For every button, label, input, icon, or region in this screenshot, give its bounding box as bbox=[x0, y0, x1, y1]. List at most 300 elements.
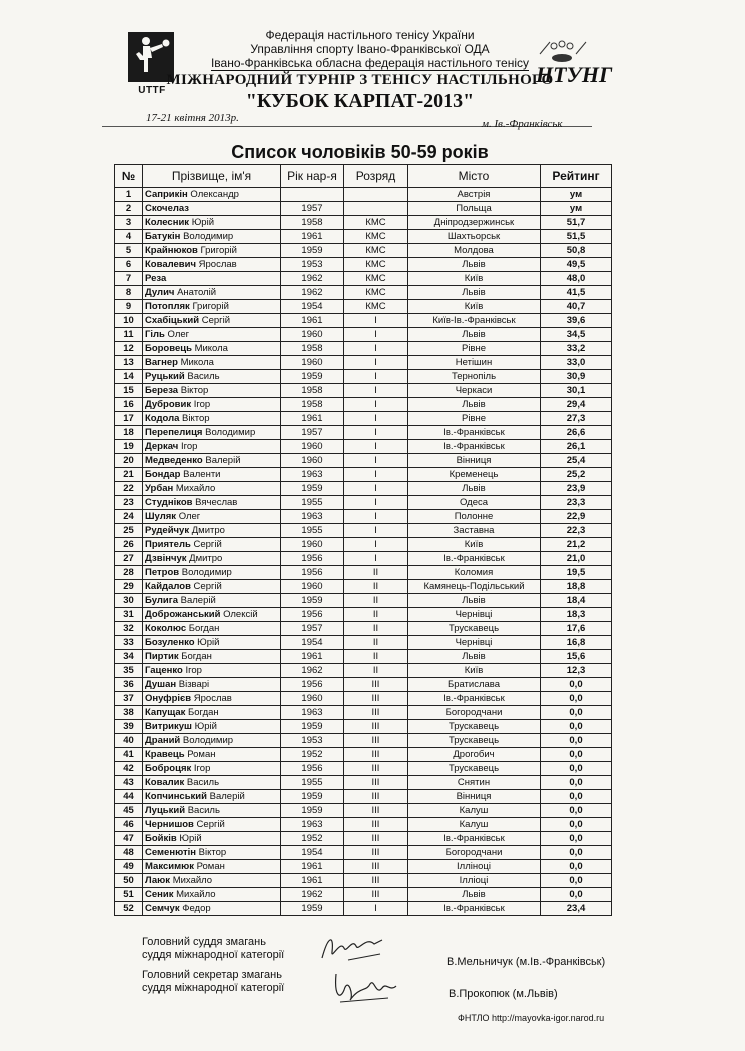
uttf-caption: UTTF bbox=[138, 85, 166, 96]
birth-year: 1961 bbox=[281, 314, 344, 328]
row-number: 51 bbox=[115, 888, 143, 902]
table-row bbox=[115, 258, 612, 272]
table-row bbox=[115, 188, 612, 202]
player-city: Київ-Ів.-Франківськ bbox=[408, 314, 541, 328]
website-link[interactable]: ФНТЛО http://mayovka-igor.narod.ru bbox=[458, 1013, 605, 1023]
birth-year: 1952 bbox=[281, 832, 344, 846]
player-rating: 25,2 bbox=[541, 468, 612, 482]
sport-rank: I bbox=[344, 342, 408, 356]
player-rating: 25,4 bbox=[541, 454, 612, 468]
player-name bbox=[143, 580, 281, 594]
sport-rank: I bbox=[344, 440, 408, 454]
player-city: Шахтьорськ bbox=[408, 230, 541, 244]
player-name bbox=[143, 482, 281, 496]
player-rating: 18,3 bbox=[541, 608, 612, 622]
birth-year: 1956 bbox=[281, 566, 344, 580]
player-first-name: Валерій bbox=[180, 595, 216, 606]
player-name bbox=[143, 188, 281, 202]
player-surname: Витрикуш bbox=[145, 721, 192, 732]
player-rating: 0,0 bbox=[541, 678, 612, 692]
row-number: 44 bbox=[115, 790, 143, 804]
player-name bbox=[143, 818, 281, 832]
table-row bbox=[115, 412, 612, 426]
player-name bbox=[143, 342, 281, 356]
player-surname: Кайдалов bbox=[145, 581, 191, 592]
birth-year: 1958 bbox=[281, 216, 344, 230]
player-first-name: Юрій bbox=[191, 217, 215, 228]
player-first-name: Олег bbox=[167, 329, 190, 340]
regional-federation-text: Івано-Франківська обласна федерація настільного тенісу bbox=[210, 56, 530, 70]
sport-rank: III bbox=[344, 692, 408, 706]
player-name bbox=[143, 272, 281, 286]
player-rating: 51,5 bbox=[541, 230, 612, 244]
sport-rank: I bbox=[344, 412, 408, 426]
player-city: Нетішин bbox=[408, 356, 541, 370]
player-city: Львів bbox=[408, 258, 541, 272]
sport-rank: КМС bbox=[344, 272, 408, 286]
player-surname: Пиртик bbox=[145, 651, 179, 662]
player-name bbox=[143, 664, 281, 678]
player-rating: 18,8 bbox=[541, 580, 612, 594]
birth-year: 1955 bbox=[281, 524, 344, 538]
birth-year: 1959 bbox=[281, 720, 344, 734]
player-surname: Копчинський bbox=[145, 791, 207, 802]
player-first-name: Анатолій bbox=[177, 287, 217, 298]
row-number: 12 bbox=[115, 342, 143, 356]
player-first-name: Богдан bbox=[188, 707, 219, 718]
sport-rank: I bbox=[344, 482, 408, 496]
sport-rank: КМС bbox=[344, 286, 408, 300]
player-first-name: Валерій bbox=[205, 455, 241, 466]
sport-rank: III bbox=[344, 678, 408, 692]
player-city: Ів.-Франківськ bbox=[408, 832, 541, 846]
player-city: Чернівці bbox=[408, 636, 541, 650]
player-surname: Семенютін bbox=[145, 847, 196, 858]
row-number: 18 bbox=[115, 426, 143, 440]
row-number: 41 bbox=[115, 748, 143, 762]
row-number: 29 bbox=[115, 580, 143, 594]
player-first-name: Віктор bbox=[198, 847, 227, 858]
row-number: 52 bbox=[115, 902, 143, 916]
player-first-name: Олег bbox=[178, 511, 201, 522]
birth-year: 1962 bbox=[281, 286, 344, 300]
player-surname: Кодола bbox=[145, 413, 180, 424]
player-city: Рівне bbox=[408, 412, 541, 426]
table-row bbox=[115, 510, 612, 524]
row-number: 6 bbox=[115, 258, 143, 272]
player-name bbox=[143, 874, 281, 888]
player-rating: 51,7 bbox=[541, 216, 612, 230]
row-number: 16 bbox=[115, 398, 143, 412]
player-surname: Сеник bbox=[145, 889, 174, 900]
player-rating: 0,0 bbox=[541, 832, 612, 846]
player-name bbox=[143, 370, 281, 384]
player-first-name: Дмитро bbox=[191, 525, 225, 536]
player-rating: 27,3 bbox=[541, 412, 612, 426]
player-city: Трускавець bbox=[408, 720, 541, 734]
player-rating: 0,0 bbox=[541, 888, 612, 902]
player-city: Калуш bbox=[408, 804, 541, 818]
player-rating: 26,1 bbox=[541, 440, 612, 454]
player-name bbox=[143, 216, 281, 230]
birth-year: 1955 bbox=[281, 776, 344, 790]
player-name bbox=[143, 706, 281, 720]
table-row bbox=[115, 888, 612, 902]
player-name bbox=[143, 244, 281, 258]
player-city: Львів bbox=[408, 650, 541, 664]
table-row bbox=[115, 216, 612, 230]
row-number: 45 bbox=[115, 804, 143, 818]
table-row bbox=[115, 230, 612, 244]
sport-rank: КМС bbox=[344, 300, 408, 314]
federation-line: Федерація настільного тенісу України bbox=[265, 28, 475, 42]
table-row bbox=[115, 538, 612, 552]
player-first-name: Ігор bbox=[180, 441, 198, 452]
player-rating: 0,0 bbox=[541, 874, 612, 888]
sport-rank: III bbox=[344, 818, 408, 832]
table-row bbox=[115, 370, 612, 384]
row-number: 46 bbox=[115, 818, 143, 832]
table-row bbox=[115, 720, 612, 734]
player-city: Коломия bbox=[408, 566, 541, 580]
sport-rank: I bbox=[344, 370, 408, 384]
player-rating: 16,8 bbox=[541, 636, 612, 650]
player-name bbox=[143, 720, 281, 734]
table-row bbox=[115, 748, 612, 762]
player-first-name: Віктор bbox=[182, 413, 210, 424]
player-rating: 48,0 bbox=[541, 272, 612, 286]
player-surname: Саприкін bbox=[145, 189, 188, 200]
player-name bbox=[143, 552, 281, 566]
birth-year: 1960 bbox=[281, 454, 344, 468]
row-number: 31 bbox=[115, 608, 143, 622]
birth-year: 1953 bbox=[281, 258, 344, 272]
player-surname: Студніков bbox=[145, 497, 193, 508]
row-number: 34 bbox=[115, 650, 143, 664]
player-surname: Драний bbox=[145, 735, 181, 746]
sport-rank: КМС bbox=[344, 230, 408, 244]
player-rating: 34,5 bbox=[541, 328, 612, 342]
player-surname: Лаюк bbox=[145, 875, 171, 886]
player-city: Вінниця bbox=[408, 790, 541, 804]
player-name bbox=[143, 762, 281, 776]
tournament-dates: 17-21 квітня 2013р. bbox=[146, 112, 239, 124]
player-city: Калуш bbox=[408, 818, 541, 832]
player-name bbox=[143, 454, 281, 468]
row-number: 8 bbox=[115, 286, 143, 300]
birth-year: 1960 bbox=[281, 328, 344, 342]
player-surname: Бозуленко bbox=[145, 637, 195, 648]
table-row bbox=[115, 468, 612, 482]
row-number: 43 bbox=[115, 776, 143, 790]
birth-year: 1957 bbox=[281, 622, 344, 636]
player-rating: 21,2 bbox=[541, 538, 612, 552]
sport-rank: II bbox=[344, 664, 408, 678]
player-first-name: Візварі bbox=[178, 679, 210, 690]
birth-year: 1956 bbox=[281, 608, 344, 622]
player-first-name: Микола bbox=[194, 343, 228, 354]
row-number: 50 bbox=[115, 874, 143, 888]
table-row bbox=[115, 202, 612, 216]
player-name bbox=[143, 468, 281, 482]
player-city: Снятин bbox=[408, 776, 541, 790]
row-number: 11 bbox=[115, 328, 143, 342]
player-city: Ів.-Франківськ bbox=[408, 902, 541, 916]
player-name bbox=[143, 860, 281, 874]
player-surname: Медведенко bbox=[145, 455, 203, 466]
row-number: 47 bbox=[115, 832, 143, 846]
sport-rank: II bbox=[344, 636, 408, 650]
row-number: 36 bbox=[115, 678, 143, 692]
player-name bbox=[143, 804, 281, 818]
row-number: 35 bbox=[115, 664, 143, 678]
player-city: Вінниця bbox=[408, 454, 541, 468]
tournament-city: м. Ів.-Франківськ bbox=[482, 118, 563, 130]
player-name bbox=[143, 496, 281, 510]
birth-year: 1962 bbox=[281, 664, 344, 678]
player-surname: Гіль bbox=[145, 329, 165, 340]
birth-year: 1956 bbox=[281, 552, 344, 566]
sport-rank: I bbox=[344, 552, 408, 566]
sport-rank: КМС bbox=[344, 216, 408, 230]
player-surname: Луцький bbox=[145, 805, 186, 816]
birth-year: 1961 bbox=[281, 860, 344, 874]
table-row bbox=[115, 342, 612, 356]
birth-year: 1958 bbox=[281, 384, 344, 398]
player-first-name: Дмитро bbox=[189, 553, 223, 564]
player-city: Богородчани bbox=[408, 846, 541, 860]
player-name bbox=[143, 356, 281, 370]
birth-year: 1963 bbox=[281, 468, 344, 482]
player-rating: 33,2 bbox=[541, 342, 612, 356]
player-surname: Капущак bbox=[145, 707, 186, 718]
player-city: Тернопіль bbox=[408, 370, 541, 384]
row-number: 30 bbox=[115, 594, 143, 608]
birth-year: 1959 bbox=[281, 482, 344, 496]
tournament-title: МІЖНАРОДНИЙ ТУРНІР З ТЕНІСУ НАСТІЛЬНОГО bbox=[166, 72, 554, 88]
player-first-name: Василь bbox=[187, 371, 220, 382]
chief-secretary-block bbox=[142, 969, 284, 995]
table-row bbox=[115, 832, 612, 846]
row-number: 10 bbox=[115, 314, 143, 328]
player-city: Львів bbox=[408, 398, 541, 412]
player-name bbox=[143, 650, 281, 664]
player-city: Трускавець bbox=[408, 622, 541, 636]
sport-rank: III bbox=[344, 860, 408, 874]
birth-year: 1961 bbox=[281, 650, 344, 664]
player-name bbox=[143, 678, 281, 692]
player-name bbox=[143, 510, 281, 524]
col-city-header: Місто bbox=[408, 165, 541, 188]
player-name bbox=[143, 412, 281, 426]
table-row bbox=[115, 426, 612, 440]
player-first-name: Ігор bbox=[193, 763, 211, 774]
player-first-name: Василь bbox=[187, 805, 220, 816]
table-row bbox=[115, 790, 612, 804]
player-surname: Деркач bbox=[145, 441, 179, 452]
player-surname: Боброцяк bbox=[145, 763, 192, 774]
birth-year: 1954 bbox=[281, 636, 344, 650]
row-number: 24 bbox=[115, 510, 143, 524]
player-first-name: Валенти bbox=[183, 469, 221, 480]
player-rating: 0,0 bbox=[541, 818, 612, 832]
player-rating: 0,0 bbox=[541, 846, 612, 860]
player-surname: Максимюк bbox=[145, 861, 194, 872]
birth-year: 1955 bbox=[281, 496, 344, 510]
sport-rank: I bbox=[344, 384, 408, 398]
table-row bbox=[115, 860, 612, 874]
chief-judge-block bbox=[142, 936, 284, 962]
birth-year: 1960 bbox=[281, 538, 344, 552]
player-first-name: Олександр bbox=[190, 189, 239, 200]
table-row bbox=[115, 482, 612, 496]
list-title: Список чоловіків 50-59 років bbox=[231, 142, 489, 162]
player-city: Львів bbox=[408, 286, 541, 300]
player-first-name: Ярослав bbox=[198, 259, 237, 270]
row-number: 25 bbox=[115, 524, 143, 538]
birth-year: 1961 bbox=[281, 874, 344, 888]
table-row bbox=[115, 384, 612, 398]
birth-year: 1959 bbox=[281, 244, 344, 258]
player-name bbox=[143, 286, 281, 300]
sport-rank: I bbox=[344, 314, 408, 328]
player-rating: 29,4 bbox=[541, 398, 612, 412]
player-city: Дніпродзержинськ bbox=[408, 216, 541, 230]
sport-rank: III bbox=[344, 748, 408, 762]
cup-title: "КУБОК КАРПАТ-2013" bbox=[245, 90, 475, 112]
player-city: Трускавець bbox=[408, 762, 541, 776]
player-surname: Дзвінчук bbox=[145, 553, 187, 564]
player-name bbox=[143, 426, 281, 440]
birth-year: 1960 bbox=[281, 692, 344, 706]
player-rating: 26,6 bbox=[541, 426, 612, 440]
player-surname: Потопляк bbox=[145, 301, 190, 312]
player-rating: 30,1 bbox=[541, 384, 612, 398]
birth-year: 1961 bbox=[281, 230, 344, 244]
player-surname: Береза bbox=[145, 385, 179, 396]
player-first-name: Роман bbox=[187, 749, 216, 760]
player-surname: Вагнер bbox=[145, 357, 178, 368]
table-row bbox=[115, 356, 612, 370]
row-number: 21 bbox=[115, 468, 143, 482]
birth-year: 1959 bbox=[281, 804, 344, 818]
col-rank-header: Розряд bbox=[344, 165, 408, 188]
player-first-name: Ярослав bbox=[193, 693, 232, 704]
ntung-logo bbox=[532, 36, 613, 96]
table-row bbox=[115, 580, 612, 594]
player-surname: Бондар bbox=[145, 469, 181, 480]
birth-year: 1959 bbox=[281, 370, 344, 384]
player-surname: Скочелаз bbox=[145, 203, 190, 214]
player-first-name: Олексій bbox=[223, 609, 258, 620]
player-city: Рівне bbox=[408, 342, 541, 356]
player-first-name: Григорій bbox=[200, 245, 237, 256]
player-city: Київ bbox=[408, 300, 541, 314]
player-city: Черкаси bbox=[408, 384, 541, 398]
player-first-name: Василь bbox=[186, 777, 220, 788]
player-first-name: Сергій bbox=[193, 581, 222, 592]
player-first-name: Юрій bbox=[197, 637, 220, 648]
table-row bbox=[115, 552, 612, 566]
row-number: 5 bbox=[115, 244, 143, 258]
birth-year: 1959 bbox=[281, 790, 344, 804]
row-number: 9 bbox=[115, 300, 143, 314]
birth-year: 1961 bbox=[281, 412, 344, 426]
regional-federation-line bbox=[180, 56, 560, 70]
player-surname: Петров bbox=[145, 567, 180, 578]
row-number: 40 bbox=[115, 734, 143, 748]
player-name bbox=[143, 636, 281, 650]
player-name bbox=[143, 734, 281, 748]
player-name bbox=[143, 398, 281, 412]
row-number: 39 bbox=[115, 720, 143, 734]
player-rating: 0,0 bbox=[541, 804, 612, 818]
player-surname: Онуфрієв bbox=[145, 693, 192, 704]
player-first-name: Юрій bbox=[179, 833, 202, 844]
player-first-name: Віктор bbox=[180, 385, 209, 396]
birth-year: 1952 bbox=[281, 748, 344, 762]
player-first-name: Микола bbox=[180, 357, 214, 368]
player-city: Львів bbox=[408, 594, 541, 608]
sport-rank: I bbox=[344, 426, 408, 440]
player-name bbox=[143, 748, 281, 762]
player-rating: 33,0 bbox=[541, 356, 612, 370]
chief-judge-title: Головний суддя змагань bbox=[142, 936, 266, 948]
row-number: 48 bbox=[115, 846, 143, 860]
player-name bbox=[143, 608, 281, 622]
player-rating: 22,9 bbox=[541, 510, 612, 524]
col-year-header: Рік нар-я bbox=[281, 165, 344, 188]
player-city: Дрогобич bbox=[408, 748, 541, 762]
player-rating: 18,4 bbox=[541, 594, 612, 608]
birth-year: 1954 bbox=[281, 300, 344, 314]
table-row bbox=[115, 846, 612, 860]
player-city: Київ bbox=[408, 272, 541, 286]
table-row bbox=[115, 594, 612, 608]
sport-rank: II bbox=[344, 594, 408, 608]
table-row bbox=[115, 244, 612, 258]
chief-secretary-category: суддя міжнародної категорії bbox=[142, 982, 285, 994]
table-row bbox=[115, 272, 612, 286]
player-rating: ум bbox=[541, 188, 612, 202]
player-city: Богородчани bbox=[408, 706, 541, 720]
player-city: Львів bbox=[408, 328, 541, 342]
row-number: 26 bbox=[115, 538, 143, 552]
chief-secretary-name: В.Прокопюк (м.Львів) bbox=[449, 988, 558, 1000]
table-row bbox=[115, 566, 612, 580]
player-surname: Гаценко bbox=[145, 665, 183, 676]
table-row bbox=[115, 804, 612, 818]
player-first-name: Сергій bbox=[201, 315, 231, 326]
player-city: Молдова bbox=[408, 244, 541, 258]
player-rating: 0,0 bbox=[541, 776, 612, 790]
birth-year: 1960 bbox=[281, 580, 344, 594]
sport-rank bbox=[344, 202, 408, 216]
player-city: Київ bbox=[408, 664, 541, 678]
sport-rank: КМС bbox=[344, 244, 408, 258]
player-rating: 15,6 bbox=[541, 650, 612, 664]
player-name bbox=[143, 566, 281, 580]
secretary-signature bbox=[330, 966, 400, 1011]
sport-rank: I bbox=[344, 538, 408, 552]
player-city: Полонне bbox=[408, 510, 541, 524]
sport-rank: I bbox=[344, 356, 408, 370]
player-city: Львів bbox=[408, 888, 541, 902]
ntung-text: НТУНГ bbox=[536, 62, 613, 87]
birth-year: 1963 bbox=[281, 706, 344, 720]
birth-year bbox=[281, 188, 344, 202]
birth-year: 1953 bbox=[281, 734, 344, 748]
